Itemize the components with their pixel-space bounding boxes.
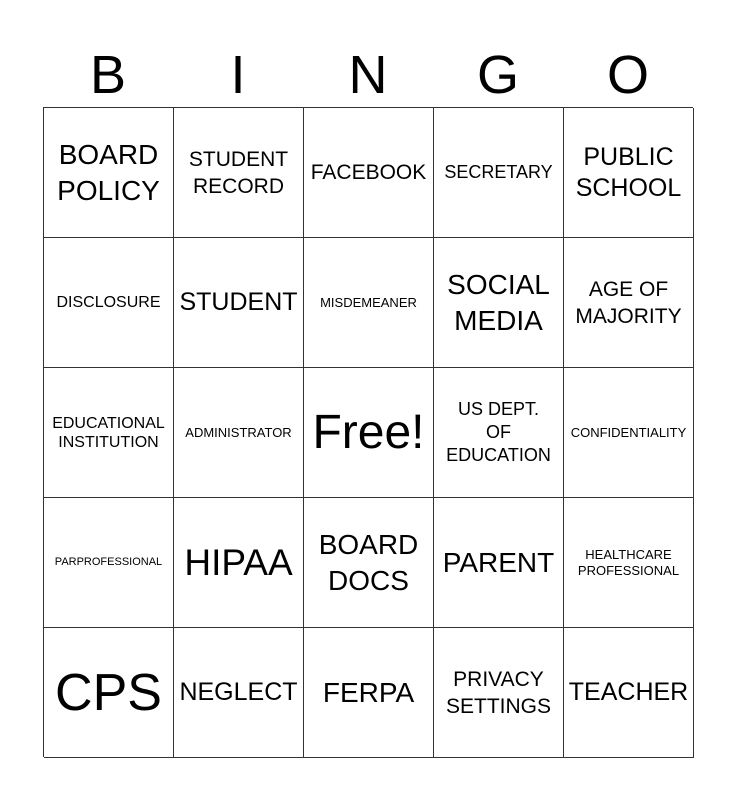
header-letter-b: B: [89, 45, 127, 105]
bingo-cell[interactable]: [564, 108, 694, 238]
bingo-cell[interactable]: [434, 628, 564, 758]
bingo-cell[interactable]: [434, 238, 564, 368]
bingo-cell[interactable]: [174, 238, 304, 368]
bingo-cell-label: FACEBOOK: [310, 161, 427, 184]
bingo-cell[interactable]: [44, 108, 174, 238]
bingo-card-grid: [43, 107, 693, 757]
bingo-cell[interactable]: [564, 628, 694, 758]
bingo-cell-label: PUBLIC SCHOOL: [575, 142, 682, 202]
bingo-cell[interactable]: [174, 628, 304, 758]
bingo-cell[interactable]: [434, 498, 564, 628]
bingo-cell-label: MISDEMEANER: [320, 294, 417, 310]
bingo-cell[interactable]: [44, 628, 174, 758]
bingo-cell-label: NEGLECT: [179, 678, 298, 706]
bingo-cell-label: BOARD POLICY: [57, 138, 160, 206]
bingo-cell[interactable]: [44, 498, 174, 628]
header-letter-o: O: [606, 45, 649, 105]
bingo-cell-label: HEALTHCARE PROFESSIONAL: [577, 546, 680, 578]
bingo-cell-label: STUDENT: [179, 288, 298, 316]
bingo-cell-label: DISCLOSURE: [56, 294, 161, 311]
bingo-cell[interactable]: [44, 238, 174, 368]
bingo-cell-label: CONFIDENTIALITY: [570, 424, 687, 440]
bingo-cell-label: PARPROFESSIONAL: [54, 556, 163, 568]
bingo-cell[interactable]: [174, 108, 304, 238]
header-letter-n: N: [348, 45, 388, 105]
bingo-cell[interactable]: [174, 368, 304, 498]
bingo-cell-label: SECRETARY: [444, 162, 553, 182]
bingo-cell-label: EDUCATIONAL INSTITUTION: [52, 414, 165, 451]
bingo-cell[interactable]: [304, 498, 434, 628]
bingo-cell[interactable]: [304, 108, 434, 238]
bingo-cell[interactable]: [564, 368, 694, 498]
bingo-cell-label: BOARD DOCS: [318, 528, 419, 596]
bingo-cell-label: AGE OF MAJORITY: [575, 277, 682, 328]
bingo-header: [43, 44, 693, 106]
bingo-cell[interactable]: [564, 238, 694, 368]
bingo-cell[interactable]: [564, 498, 694, 628]
bingo-cell-label: FERPA: [322, 676, 415, 708]
bingo-cell-label: PRIVACY SETTINGS: [445, 667, 551, 718]
bingo-cell-label: PARENT: [442, 546, 555, 578]
free-space-cell[interactable]: [304, 368, 434, 498]
bingo-cell[interactable]: [44, 368, 174, 498]
bingo-cell[interactable]: [434, 368, 564, 498]
bingo-cell-label: STUDENT RECORD: [188, 147, 289, 198]
bingo-cell-label: CPS: [55, 663, 162, 722]
bingo-cell[interactable]: [304, 628, 434, 758]
bingo-cell[interactable]: [434, 108, 564, 238]
header-letter-g: G: [476, 45, 519, 105]
bingo-cell-label: Free!: [312, 405, 425, 459]
header-letter-i: I: [230, 45, 246, 105]
bingo-cell-label: TEACHER: [568, 678, 689, 706]
bingo-cell[interactable]: [304, 238, 434, 368]
bingo-cell-label: ADMINISTRATOR: [185, 424, 292, 440]
bingo-cell-label: US DEPT. OF EDUCATION: [446, 399, 551, 465]
bingo-cell[interactable]: [174, 498, 304, 628]
bingo-cell-label: HIPAA: [184, 541, 293, 583]
bingo-cell-label: SOCIAL MEDIA: [447, 268, 550, 336]
